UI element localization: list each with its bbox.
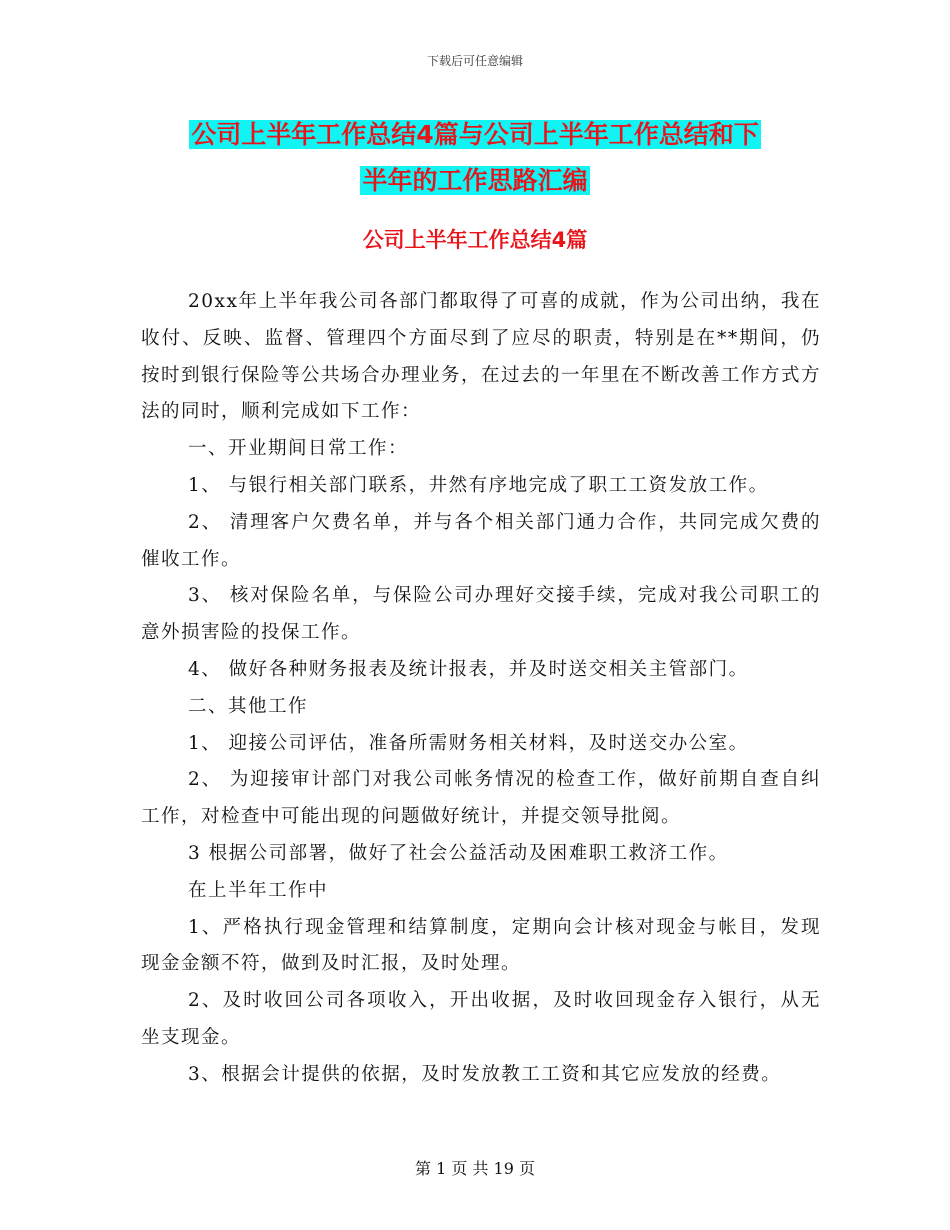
paragraph: 2、及时收回公司各项收入，开出收据，及时收回现金存入银行，从无坐支现金。 [141,990,821,1048]
section-title: 公司上半年工作总结4篇 [362,228,588,252]
paragraph: 二、其他工作 [188,695,309,717]
paragraph: 在上半年工作中 [188,879,329,901]
paragraph: 1、严格执行现金管理和结算制度，定期向会计核对现金与帐目，发现现金金额不符，做到及时汇报，及时处理。 [141,916,821,975]
title-line-1: 公司上半年工作总结4篇与公司上半年工作总结和下 [191,120,759,149]
page-footer: 第 1 页 共 19 页 [415,1159,535,1178]
body-text [141,284,821,1094]
paragraph: 4、 做好各种财务报表及统计报表，并及时送交相关主管部门。 [188,658,749,680]
title-line-2: 半年的工作思路汇编 [362,166,588,195]
paragraph: 3、根据会计提供的依据，及时发放教工工资和其它应发放的经费。 [188,1063,782,1085]
paragraph: 20xx年上半年我公司各部门都取得了可喜的成就，作为公司出纳，我在收付、反映、监督、管理四个方面尽到了应尽的职责，特别是在**期间，仍按时到银行保险等公共场合办理业务，在过去的一年里在不断改善工作方式方法的同时，顺利完成如下工作： [141,291,822,423]
paragraph: 3 根据公司部署，做好了社会公益活动及困难职工救济工作。 [188,842,729,864]
paragraph: 1、 与银行相关部门联系，井然有序地完成了职工工资发放工作。 [188,474,769,496]
paragraph: 3、 核对保险名单，与保险公司办理好交接手续，完成对我公司职工的意外损害险的投保工作。 [141,585,821,644]
document-title [0,112,950,204]
paragraph: 1、 迎接公司评估，准备所需财务相关材料，及时送交办公室。 [188,732,749,754]
paragraph: 一、开业期间日常工作： [188,438,409,460]
header-note: 下载后可任意编辑 [426,54,523,68]
paragraph: 2、 清理客户欠费名单，并与各个相关部门通力合作，共同完成欠费的催收工作。 [141,511,821,570]
paragraph: 2、 为迎接审计部门对我公司帐务情况的检查工作，做好前期自查自纠工作，对检查中可能出现的问题做好统计，并提交领导批阅。 [141,769,821,828]
